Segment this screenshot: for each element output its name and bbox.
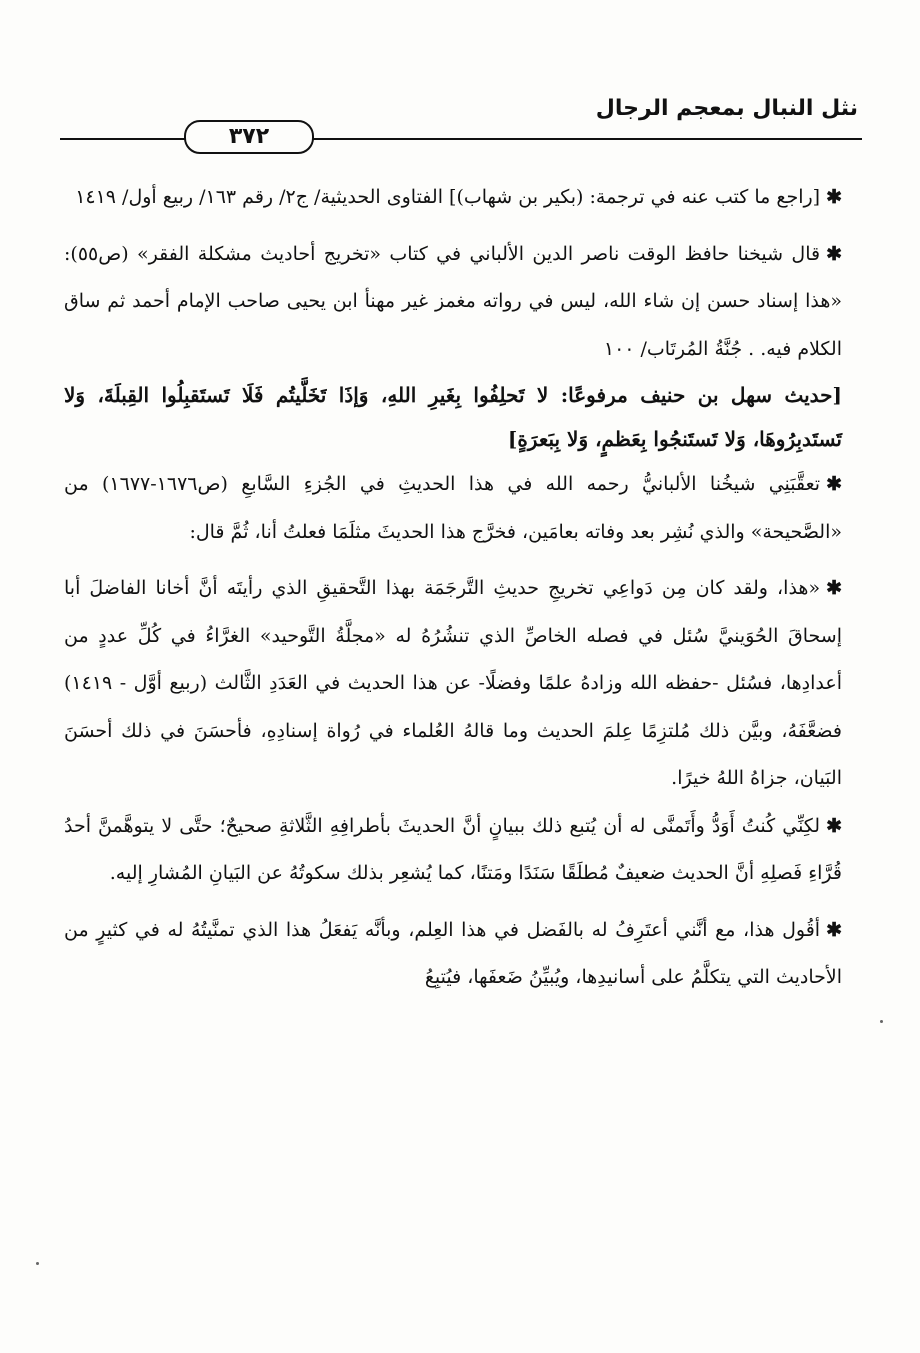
page-header bbox=[60, 96, 862, 156]
paragraph-text: [حديث سهل بن حنيف مرفوعًا: لا تَحلِفُوا بِغَيرِ اللهِ، وَإذَا تَخَلَّيتُم فَلَا تَستَقبِلُوا القِبلَةَ، وَلا تَستَدبِرُوهَا، وَلا تَستَنجُوا بِعَظمٍ، وَلا بِبَعرَةٍ] bbox=[64, 383, 842, 451]
asterisk-bullet-icon: ✱ bbox=[826, 814, 842, 837]
page-number-badge: ٣٧٢ bbox=[184, 120, 314, 154]
asterisk-bullet-icon: ✱ bbox=[826, 242, 842, 265]
paragraph-hadith-text bbox=[64, 373, 842, 461]
scan-speck bbox=[36, 1262, 39, 1265]
running-title: نثل النبال بمعجم الرجال bbox=[595, 96, 858, 121]
paragraph-text: [راجع ما كتب عنه في ترجمة: (بكير بن شهاب)] الفتاوى الحديثية/ ج٢/ رقم ١٦٣/ ربيع أول/ ١٤١٩ bbox=[75, 186, 821, 208]
asterisk-bullet-icon: ✱ bbox=[826, 577, 842, 599]
paragraph-critique bbox=[64, 461, 842, 556]
paragraph-text: قال شيخنا حافظ الوقت ناصر الدين الألباني في كتاب «تخريج أحاديث مشكلة الفقر» (ص٥٥): «هذا إسناد حسن إن شاء الله، ليس في رواته مغمز غير مهنأ ابن يحيى صاحب الإمام أحمد ثم ساق الكلام فيه. . جُنَّةُ المُرتَاب/ ١٠٠ bbox=[64, 242, 842, 360]
paragraph-reference-note bbox=[64, 174, 842, 222]
paragraph-text: أقُول هذا، مع أنَّني أعتَرِفُ له بالفَضل في هذا العِلم، وبأنَّه يَفعَلُ هذا الذي تمنَّيتُهُ له في كثيرٍ من الأحاديث التي يتكلَّمُ على أسانيدِها، ويُبيِّنُ ضَعفَها، فيُتبِعُ bbox=[64, 918, 842, 988]
scan-speck bbox=[880, 1020, 883, 1023]
asterisk-bullet-icon: ✱ bbox=[826, 473, 843, 495]
paragraph-quoted-statement bbox=[64, 565, 842, 803]
paragraph-acknowledgement bbox=[64, 907, 842, 1002]
paragraph-text: «هذا، ولقد كان مِن دَواعِي تخريجِ حديثِ التَّرجَمَة بهذا التَّحقيقِ الذي رأيتَه أنَّ أخانا الفاضلَ أبا إسحاقَ الحُوَينيَّ سُئل في فصله الخاصِّ الذي تنشُرُهُ له «مجلَّةُ التَّوحيد» الغرَّاءُ في كُلِّ عددٍ من أعدادِها، فسُئل -حفظه الله وزادهُ علمًا وفضلًا- عن هذا الحديث في العَدَدِ الثَّالث (ربيع أوَّل - ١٤١٩) فضعَّفَهُ، وبيَّن ذلك مُلتزِمًا عِلمَ الحديث وما قالهُ العُلماء في رُواة إسنادِهِ، فأحسَنَ في ذلك أحسَنَ البَيان، جزاهُ اللهُ خيرًا. bbox=[64, 577, 842, 789]
paragraph-text: لكِنِّي كُنتُ أَوَدُّ وأَتَمنَّى له أن يُتبع ذلك ببيانٍ أنَّ الحديثَ بأطرافِهِ الثَّلاثةِ صحيحٌ؛ حتَّى لا يتوهَّمنَّ أحدُ قُرَّاءِ فَصلِهِ أنَّ الحديث ضعيفٌ مُطلَقًا سَنَدًا ومَتنًا، كما يُشعِر بذلك سكوتُهُ عن البَيانِ المُشارِ إليه. bbox=[64, 814, 842, 884]
header-rule bbox=[60, 138, 862, 140]
asterisk-bullet-icon: ✱ bbox=[826, 918, 842, 941]
paragraph-wish bbox=[64, 803, 842, 898]
asterisk-bullet-icon: ✱ bbox=[826, 186, 842, 208]
paragraph-albani-quote bbox=[64, 231, 842, 374]
paragraph-text: تعقَّبَنِي شيخُنا الألبانيُّ رحمه الله في هذا الحديثِ في الجُزءِ السَّابعِ (ص١٦٧٦-١٦٧٧) من «الصَّحيحة» والذي نُشِر بعد وفاته بعامَين، فخرَّج هذا الحديثَ مثلَمَا فعلتُ أنا، ثُمَّ قال: bbox=[64, 473, 842, 543]
page-body bbox=[64, 174, 842, 1002]
